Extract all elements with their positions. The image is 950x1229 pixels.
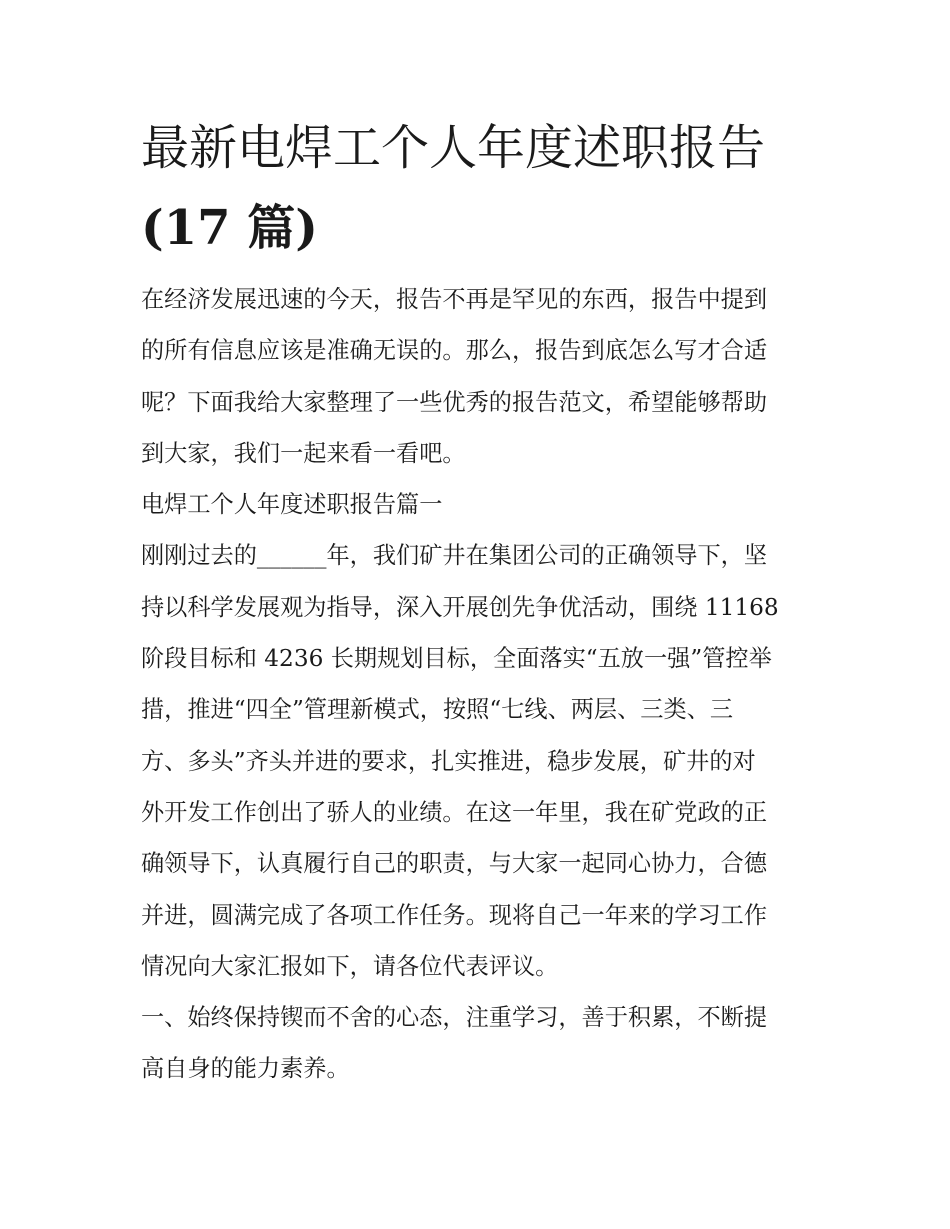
paragraph-line: 情况向大家汇报如下，请各位代表评议。 bbox=[141, 952, 559, 980]
paragraph-line: 措，推进“四全”管理新模式，按照“七线、两层、三类、三 bbox=[141, 696, 734, 724]
subsection-heading-line: 高自身的能力素养。 bbox=[141, 1055, 350, 1083]
title-article-count: (17 篇) bbox=[141, 200, 318, 256]
intro-line: 呢？下面我给大家整理了一些优秀的报告范文，希望能够帮助 bbox=[141, 388, 768, 416]
paragraph-line: 方、多头”齐头并进的要求，扎实推进，稳步发展，矿井的对 bbox=[141, 747, 756, 775]
document-title bbox=[141, 118, 821, 258]
paragraph-line: 阶段目标和 4236 长期规划目标，全面落实“五放一强”管控举 bbox=[141, 645, 772, 673]
intro-line: 到大家，我们一起来看一看吧。 bbox=[141, 439, 466, 467]
paragraph-line: 确领导下，认真履行自己的职责，与大家一起同心协力，合德 bbox=[141, 850, 768, 878]
document-body bbox=[141, 274, 821, 1095]
title-main: 最新电焊工个人年度述职报告 bbox=[141, 120, 766, 176]
paragraph-line: 持以科学发展观为指导，深入开展创先争优活动，围绕 11168 bbox=[141, 593, 779, 621]
paragraph-line: 刚刚过去的______年，我们矿井在集团公司的正确领导下，坚 bbox=[141, 542, 768, 570]
subsection-heading-line: 一、始终保持锲而不舍的心态，注重学习，善于积累，不断提 bbox=[141, 1004, 768, 1032]
intro-line: 在经济发展迅速的今天，报告不再是罕见的东西，报告中提到 bbox=[141, 286, 768, 313]
paragraph-line: 并进，圆满完成了各项工作任务。现将自己一年来的学习工作 bbox=[141, 901, 768, 929]
section-heading: 电焊工个人年度述职报告篇一 bbox=[141, 491, 443, 519]
paragraph-line: 外开发工作创出了骄人的业绩。在这一年里，我在矿党政的正 bbox=[141, 798, 768, 826]
intro-line: 的所有信息应该是准确无误的。那么，报告到底怎么写才合适 bbox=[141, 337, 768, 365]
